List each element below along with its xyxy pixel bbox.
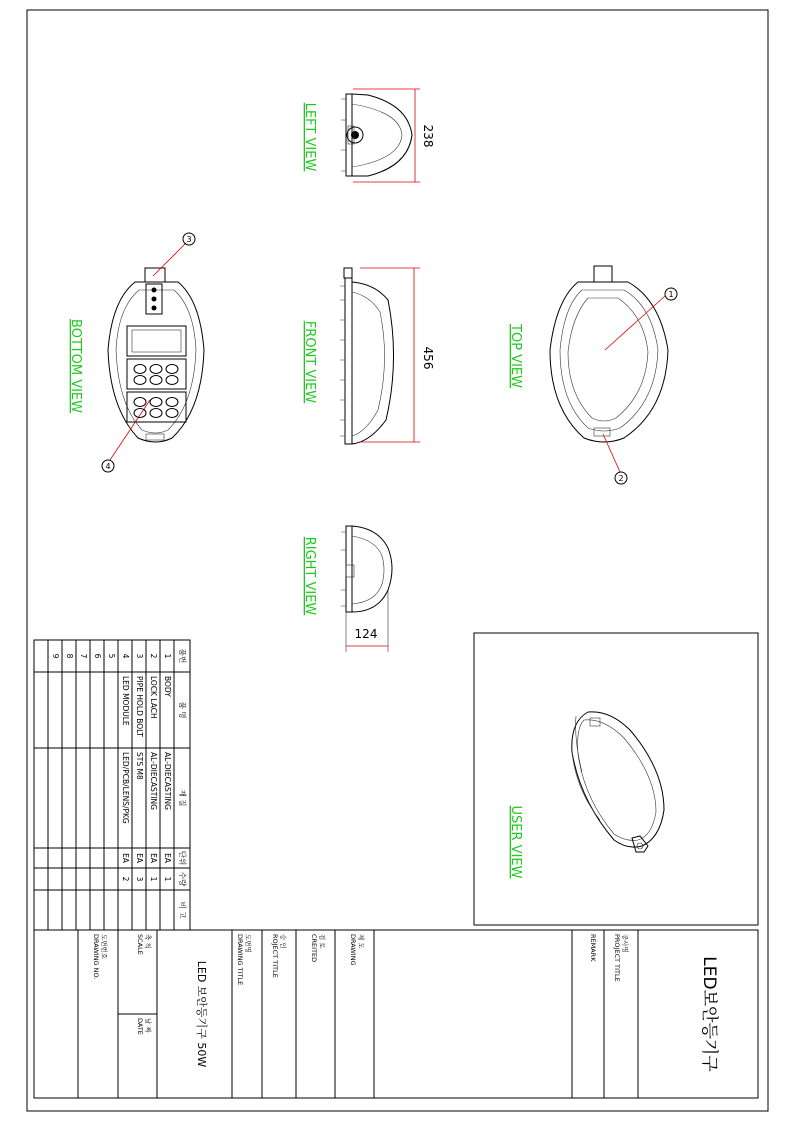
svg-text:EA: EA: [149, 853, 158, 863]
svg-text:EA: EA: [135, 853, 144, 863]
project-title-ko: 공사명: [621, 934, 629, 953]
svg-text:4: 4: [121, 653, 130, 659]
svg-text:1: 1: [149, 876, 158, 882]
left-view-label: LEFT VIEW: [302, 102, 317, 172]
top-view-label: TOP VIEW: [508, 324, 523, 388]
drawing-title-ko: 도면명: [244, 934, 252, 953]
led-lens: [150, 365, 162, 374]
bom-header-qty: 수량: [178, 871, 187, 887]
date-ko: 날 짜: [144, 1018, 152, 1033]
top-view: [550, 266, 668, 472]
svg-text:4: 4: [105, 462, 111, 471]
bom-row-4: [121, 654, 130, 882]
date-en: DATE: [136, 1018, 144, 1035]
led-lens: [134, 409, 146, 418]
svg-text:LED MODULE: LED MODULE: [121, 676, 130, 726]
check-en: CREITED: [310, 934, 318, 963]
svg-text:3: 3: [135, 653, 144, 659]
svg-text:2: 2: [121, 876, 130, 882]
scale-ko: 축 척: [144, 934, 152, 949]
callout-1: [665, 288, 677, 300]
bom-row-3: [135, 654, 144, 882]
bom-header-unit: 단위: [178, 850, 187, 866]
svg-text:3: 3: [186, 235, 192, 244]
svg-text:EA: EA: [163, 853, 172, 863]
led-lens: [134, 398, 146, 407]
callout-3: [183, 233, 195, 245]
led-lens: [134, 365, 146, 374]
bom-row-7-no: 7: [79, 653, 88, 659]
svg-text:BODY: BODY: [163, 676, 172, 697]
led-lens: [166, 398, 178, 407]
project-title-value: LED보안등기구: [699, 956, 719, 1072]
title-block: [34, 930, 758, 1098]
check-ko: 검 토: [318, 934, 326, 949]
bom-row-6-no: 6: [93, 653, 102, 659]
svg-text:1: 1: [163, 653, 172, 659]
drawing-title-en: DRAWING TITLE: [236, 934, 244, 986]
led-lens: [150, 376, 162, 385]
led-lens: [150, 409, 162, 418]
right-view: [341, 526, 392, 652]
svg-text:LED/PCB/LENS/PKG: LED/PCB/LENS/PKG: [121, 752, 130, 824]
bom-header-no: 품번: [178, 648, 187, 664]
bom-row-5-no: 5: [107, 653, 116, 659]
approve-ko: 승 인: [279, 934, 287, 949]
drawing-title-value: LED 보안등기구 50W: [195, 960, 208, 1068]
remark-label: REMARK: [589, 934, 597, 962]
user-view-iso: [572, 712, 664, 852]
bom-header-name: 품 명: [178, 701, 187, 719]
drawing-no-ko: 도면번호: [100, 934, 108, 960]
drawing-no-en: DRAWING NO.: [92, 934, 100, 980]
svg-text:EA: EA: [121, 853, 130, 863]
right-view-label: RIGHT VIEW: [302, 536, 317, 616]
svg-text:LOCK LACH: LOCK LACH: [149, 676, 158, 719]
callout-4: [102, 460, 114, 472]
bom-row-1: [163, 654, 172, 882]
user-view-box: [474, 633, 758, 925]
project-title-en: PROJECT TITLE: [613, 934, 621, 982]
svg-text:3: 3: [135, 876, 144, 882]
draw-en: DRAWING: [349, 934, 357, 966]
approve-en: ROJECT TITLE: [271, 934, 279, 978]
right-depth-label: 124: [354, 627, 378, 641]
bom-header-material: 재 질: [178, 789, 187, 807]
led-lenses: [134, 365, 178, 418]
svg-text:AL-DIECASTING: AL-DIECASTING: [163, 752, 172, 810]
svg-text:STS M8: STS M8: [135, 752, 144, 780]
svg-text:1: 1: [668, 290, 674, 299]
bom-row-8-no: 8: [65, 653, 74, 659]
bom-header-note: 비 고: [178, 901, 187, 919]
callout-2: [615, 472, 627, 484]
left-view: [341, 89, 435, 182]
front-length-label: 456: [421, 346, 435, 370]
led-lens: [166, 409, 178, 418]
led-lens: [166, 376, 178, 385]
front-view-label: FRONT VIEW: [302, 320, 317, 404]
svg-text:2: 2: [149, 653, 158, 659]
left-width-label: 238: [421, 124, 435, 148]
bom-row-2: [149, 654, 158, 882]
user-view-label: USER VIEW: [508, 805, 523, 879]
bottom-view-label: BOTTOM VIEW: [68, 319, 83, 413]
svg-text:AL-DIECASTING: AL-DIECASTING: [149, 752, 158, 810]
draw-ko: 제 도: [357, 934, 365, 949]
svg-text:1: 1: [163, 876, 172, 882]
scale-en: SCALE: [136, 934, 144, 955]
driver-box: [127, 326, 186, 356]
led-lens: [150, 398, 162, 407]
bottom-view: [108, 243, 204, 460]
front-view: [340, 268, 435, 444]
led-lens: [166, 365, 178, 374]
svg-text:2: 2: [618, 474, 624, 483]
led-lens: [134, 376, 146, 385]
bom-row-9-no: 9: [51, 653, 60, 659]
svg-text:PIPE HOLD BOLT: PIPE HOLD BOLT: [135, 676, 144, 737]
